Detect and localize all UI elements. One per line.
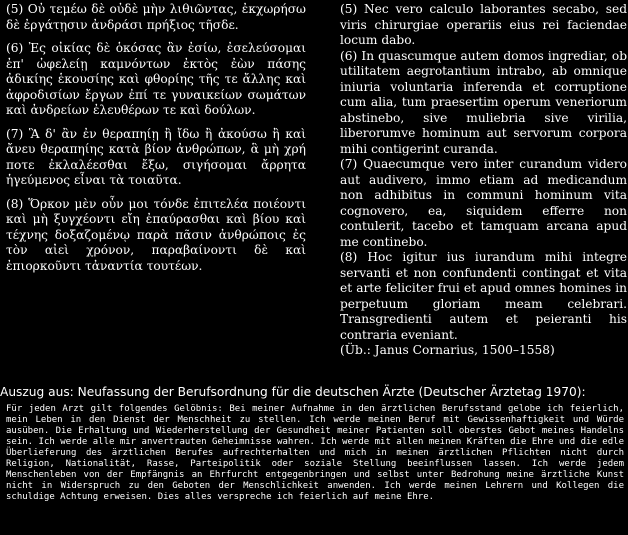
greek-paragraph-7: (7) Ἃ δ' ἂν ἐν θεραπηίῃ ἢ ἴδω ἢ ἀκούσω ἢ καὶ ἄνευ θεραπηίης κατὰ βίον ἀνθρώπων, ἃ μὴ χρή ποτε ἐκλαλέεσθαι ἔξω, σιγήσομαι ἄρρητα ἡγεύμενος εἶναι τὰ τοιαῦτα.: [6, 126, 306, 187]
greek-paragraph-8: (8) Ὅρκον μὲν οὖν μοι τόνδε ἐπιτελέα ποιέοντι καὶ μὴ ξυγχέοντι εἴη ἐπαύρασθαι καὶ βίου καὶ τέχνης δοξαζομένῳ παρὰ πᾶσιν ἀνθρώποις ἐς τὸν αἰεὶ χρόνον, παραβαίνοντι δὲ καὶ ἐπιορκοῦντι τἀναντία τουτέων.: [6, 196, 306, 273]
section-heading: Auszug aus: Neufassung der Berufsordnung für die deutschen Ärzte (Deutscher Ärztetag 1970):: [0, 385, 586, 399]
greek-paragraph-6: (6) Ἐς οἰκίας δὲ ὁκόσας ἂν ἐσίω, ἐσελεύσομαι ἐπ' ὠφελείῃ καμνόντων ἐκτὸς ἐὼν πάσης ἀδικίης ἑκουσίης καὶ φθορίης τῆς τε ἄλλης καὶ ἀφροδισίων ἔργων ἐπί τε γυναικείων σωμάτων καὶ ἀνδρείων ἐλευθέρων τε καὶ δούλων.: [6, 41, 306, 117]
latin-paragraph-8: (8) Hoc igitur ius iurandum mihi integre servanti et non confundenti contingat et vita et arte feliciter frui et apud omnes homines in perpetuum gloriam meam celebrari. Transgredienti autem et peieranti his contraria eveniant.: [340, 250, 627, 342]
latin-paragraph-5: (5) Nec vero calculo laborantes secabo, sed viris chirurgiae operariis eius rei faciendae locum dabo.: [340, 2, 627, 47]
latin-paragraph-6: (6) In quascumque autem domos ingrediar, ob utilitatem aegrotantium intrabo, ab omnique iniuria voluntaria inferenda et corruptione cum alia, tum praesertim operum veneriorum abstinebo, sive muliebria sive virilia, liberorumve hominum aut servorum corpora mihi contigerint curanda.: [340, 48, 627, 156]
latin-paragraph-7: (7) Quaecumque vero inter curandum videro aut audivero, immo etiam ad medicandum non adhibitus in communi hominum vita cognovero, ea, siquidem efferre non contulerit, tacebo et tamquam arcana apud me continebo.: [340, 157, 627, 249]
physician-oath-text: Für jeden Arzt gilt folgendes Gelöbnis: Bei meiner Aufnahme in den ärztlichen Berufsstand gelobe ich feierlich, mein Leben in den Dienst der Menschheit zu stellen. Ich werde meinen Beruf mit Gewissenhaftigkeit und Würde ausüben. Die Erhaltung und Wiederherstellung der Gesundheit meiner Patienten soll oberstes Gebot meines Handelns sein. Ich werde alle mir anvertrauten Geheimnisse wahren. Ich werde mit allen meinen Kräften die Ehre und die edle Überlieferung des ärztlichen Berufes aufrechterhalten und mich in meinen ärztlichen Pflichten nicht durch Religion, Nationalität, Rasse, Parteipolitik oder soziale Stellung beeinflussen lassen. Ich werde jedem Menschenleben von der Empfängnis an Ehrfurcht entgegenbringen und selbst unter Bedrohung meine ärztliche Kunst nicht in Widerspruch zu den Geboten der Menschlichkeit anwenden. Ich werde meinen Lehrern und Kollegen die schuldige Achtung erweisen. Dies alles verspreche ich feierlich auf meine Ehre.: [6, 404, 624, 502]
latin-column: [340, 2, 627, 359]
translation-credit: (Üb.: Janus Cornarius, 1500–1558): [340, 343, 555, 357]
greek-paragraph-5: (5) Οὐ τεμέω δὲ οὐδὲ μὴν λιθιῶντας, ἐκχωρήσω δὲ ἐργάτῃσιν ἀνδράσι πρήξιος τῆσδε.: [6, 2, 306, 32]
greek-column: [6, 2, 306, 282]
